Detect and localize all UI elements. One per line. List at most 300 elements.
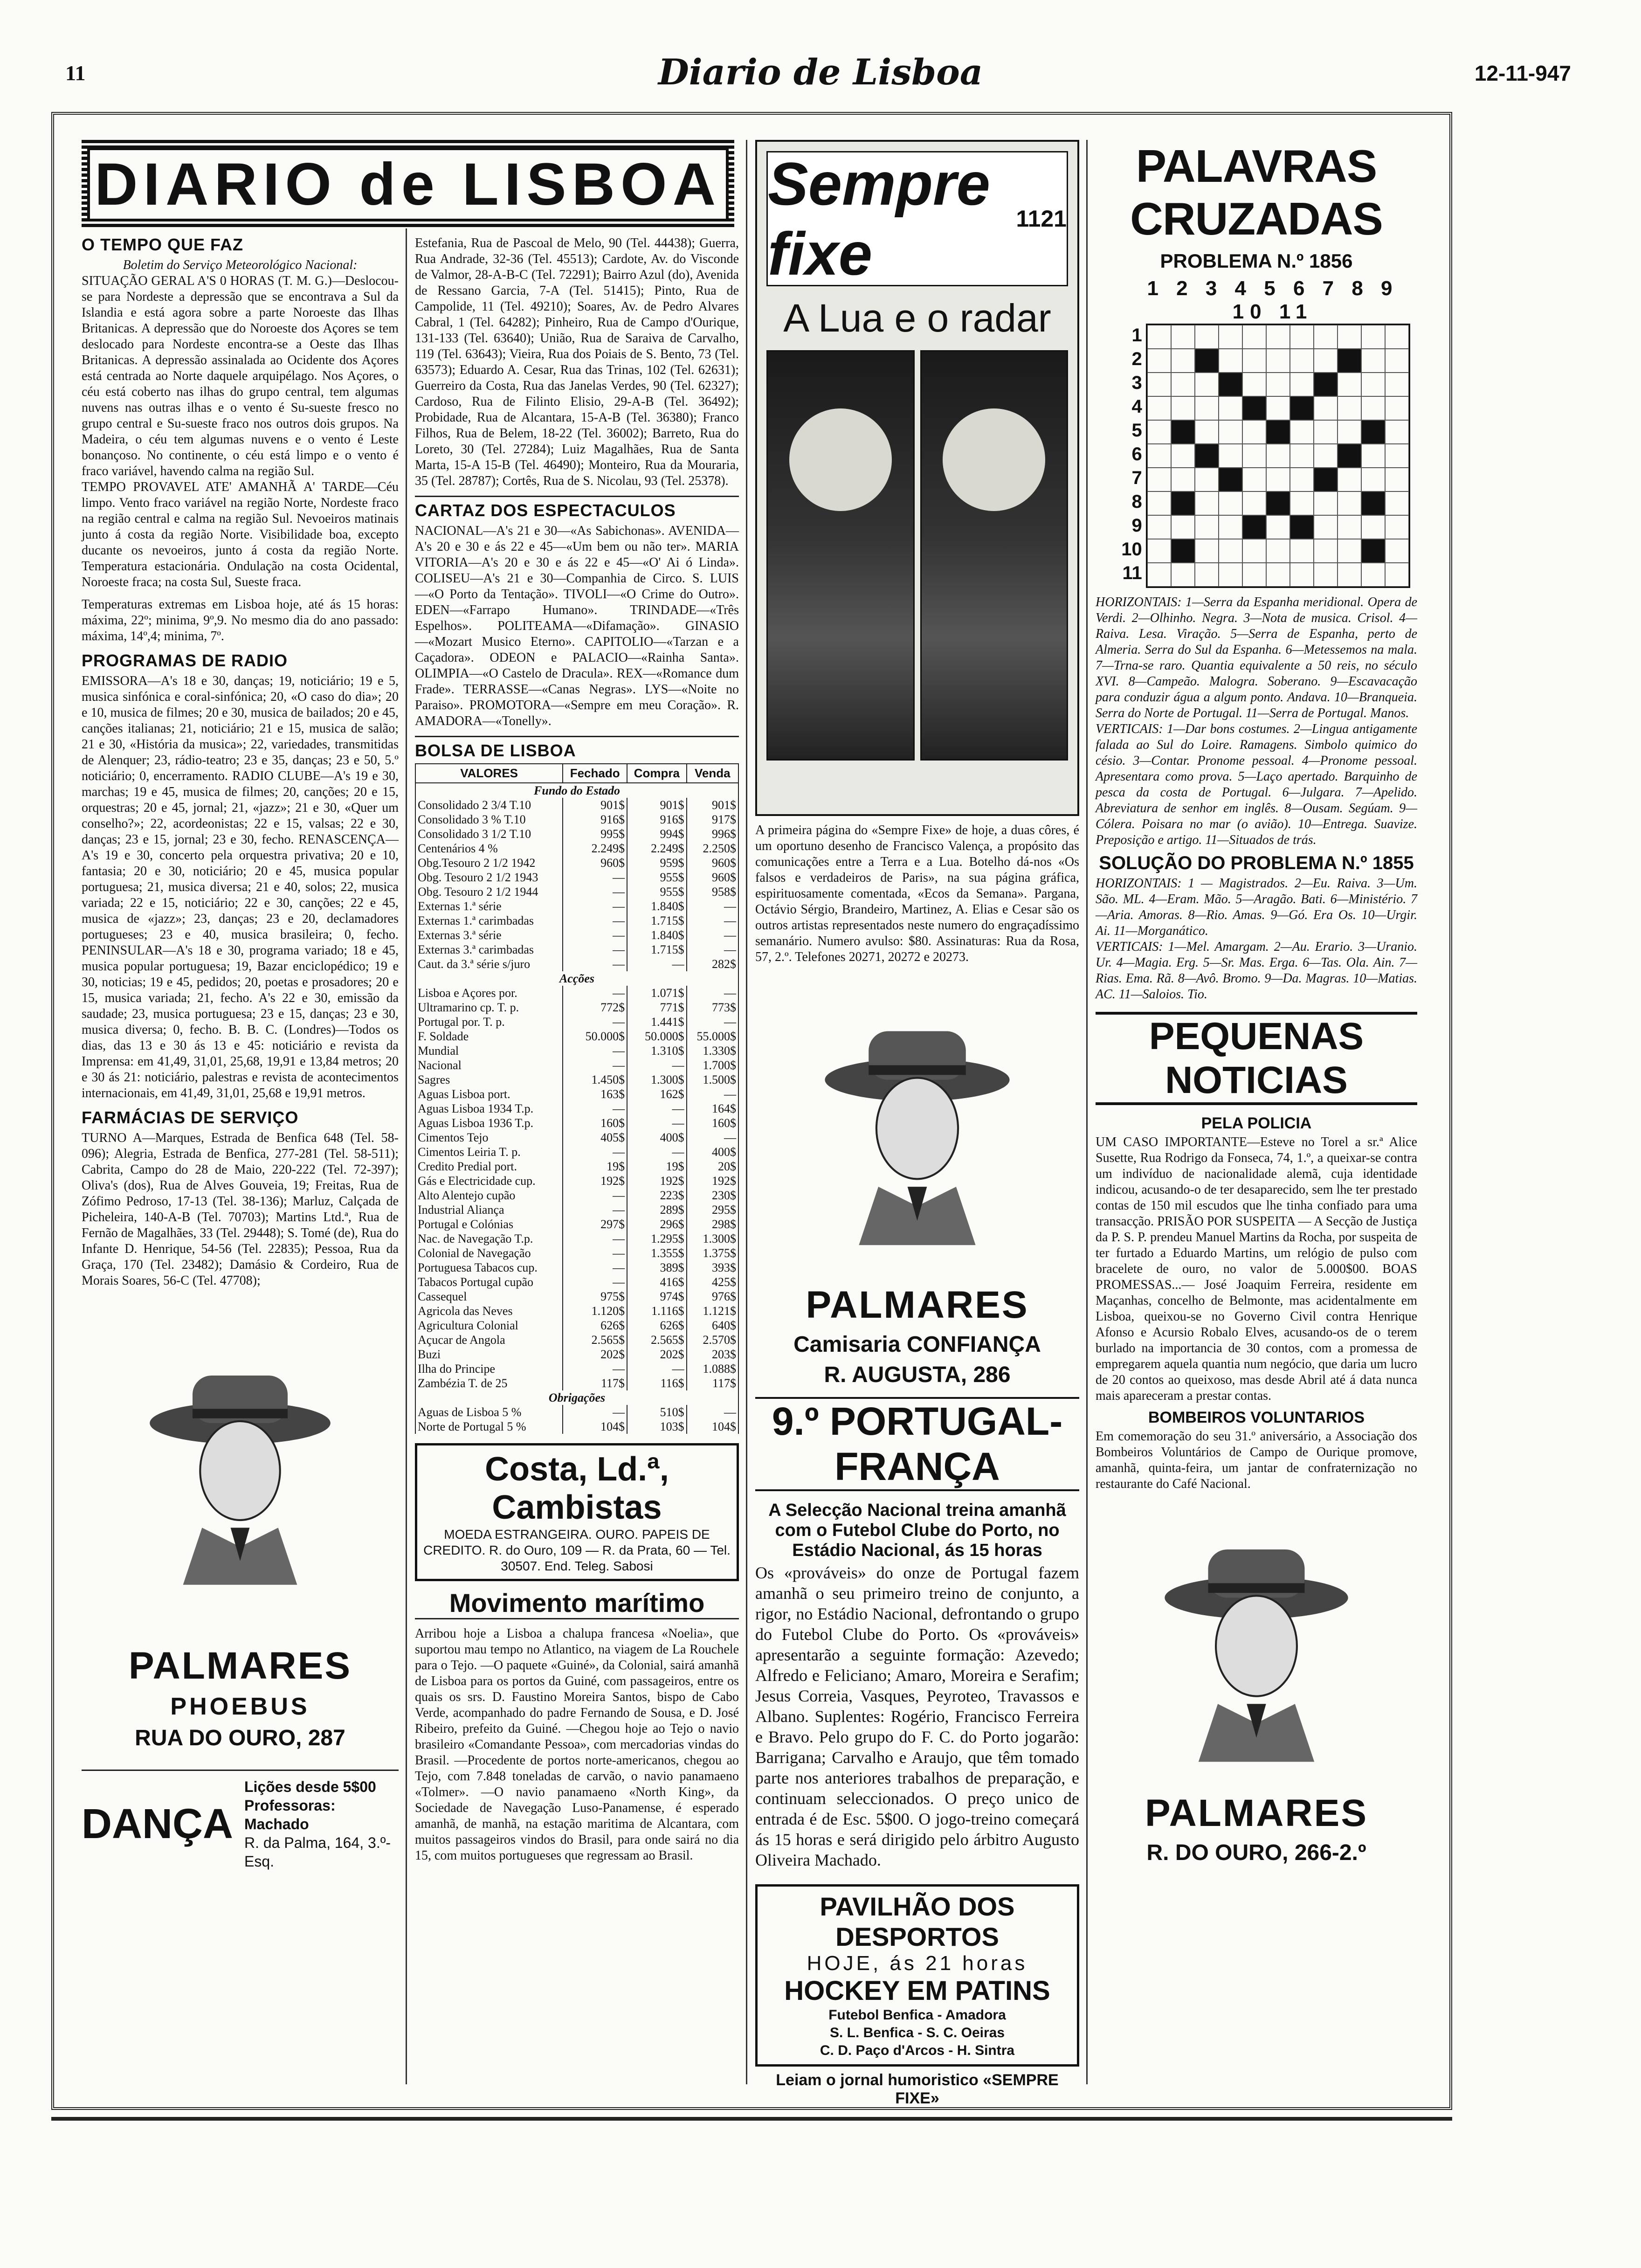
bolsa-price: 297$ (563, 1217, 627, 1231)
crossword-row-number: 10 (1121, 539, 1142, 560)
table-row (415, 899, 738, 913)
bolsa-price: — (687, 899, 738, 913)
bolsa-price: 1.088$ (687, 1362, 738, 1376)
table-row (415, 856, 738, 870)
bolsa-price: 117$ (687, 1376, 738, 1390)
bolsa-security-name: Tabacos Portugal cupão (415, 1275, 563, 1289)
column-3 (755, 140, 1079, 2108)
crossword-black-cell (1290, 515, 1314, 539)
table-row (415, 1145, 738, 1159)
crossword-cell (1147, 515, 1171, 539)
crossword-cell (1266, 396, 1290, 420)
danca-word: DANÇA (82, 1800, 233, 1847)
crossword-cell (1242, 420, 1266, 444)
bolsa-security-name: Obg.Tesouro 2 1/2 1942 (415, 856, 563, 870)
bolsa-price: 1.310$ (627, 1044, 687, 1058)
crossword-cell (1195, 373, 1219, 396)
bolsa-price: 296$ (627, 1217, 687, 1231)
bolsa-price: — (687, 1405, 738, 1419)
bolsa-price: 2.250$ (687, 841, 738, 856)
bolsa-security-name: Açucar de Angola (415, 1333, 563, 1347)
pavilhao-match: S. L. Benfica - S. C. Oeiras (829, 2025, 1005, 2040)
crossword-cell (1147, 468, 1171, 491)
bolsa-price: — (563, 1231, 627, 1246)
radio-text: EMISSORA—A's 18 e 30, danças; 19, noticiário; 19 e 5, musica sinfónica e coral-sinfónica; 20, «O caso do dia»; 20 e 10, musica de filmes; 20 e 30, musica de bailados; 20 e 45, canções italianas; 21, noticiário; 21 e 15, musica de salão; 21 e 30, «História da musica»; 22, variedades, transmitidas de Alenquer; 23, rádio-teatro; 23 e 35, danças; 23 e 50, 5.º noticiário; 0, encerramento. RADIO CLUBE—A's 19 e 30, marchas; 19 e 45, musica de filmes; 20, canções; 20 e 15, orquestras; 20 e 45, jornal; 21, «jazz»; 21 e 30, «Quer um conselho?»; 22, acordeonistas; 22 e 15, valsas; 22 e 30, danças; 23 e 15, jornal; 23 e 30, fecho. RENASCENÇA—A's 19 e 30, concerto pela orquestra privativa; 20 e 10, fantasia; 20 e 30, noticiário; 20 e 45, musica popular portuguesa; 21, musica diversa; 21 e 40, solos; 22, musica variada; 22 e 15, noticiário; 22 e 30, canções; 22 e 45, musica de «jazz»; 23, danças; 23 e 20, declamadores portugueses; 23 e 40, musica brasileira; 0, fecho. PENINSULAR—A's 18 e 30, programa variado; 18 e 45, musica popular portuguesa; 19, Bazar enciclopédico; 19 e 30, noticias; 19 e 45, pedidos; 20, poetas e prosadores; 20 e 15, musica variada; 21, fecho. A's 22 e 30, emissão da saudade; 23, musica portuguesa; 23 e 15, danças; 23 e 30, musica diversa; 0, fecho. B. B. C. (Londres)—Todos os dias, das 13 e 30 ás 13 e 45: noticiário e revista da Imprensa: em 41,49, 31,01, 25,68, 19,91 e 13,84 metros; 20 e 30 ás 21: noticiário, palestras e revista de acontecimentos internacionais, em 41,49, 31,01, 25,68 e 19,91 metros. (82, 674, 399, 1100)
crossword-cell (1361, 373, 1385, 396)
bolsa-price: 1.715$ (627, 913, 687, 928)
bolsa-security-name: Caut. da 3.ª série s/juro (415, 957, 563, 971)
bolsa-security-name: Credito Predial port. (415, 1159, 563, 1174)
bolsa-security-name: Cimentos Leiria T. p. (415, 1145, 563, 1159)
crossword-cell (1219, 515, 1242, 539)
table-row (415, 1087, 738, 1101)
crossword-cell (1385, 468, 1409, 491)
bolsa-price: 1.300$ (687, 1231, 738, 1246)
table-row (415, 1203, 738, 1217)
bolsa-security-name: Industrial Aliança (415, 1203, 563, 1217)
crossword-cell (1195, 396, 1219, 420)
bolsa-section-label: Fundo do Estado (415, 783, 738, 798)
crossword-cell (1314, 539, 1338, 563)
bolsa-price: 1.715$ (627, 942, 687, 957)
crossword-cell (1338, 373, 1361, 396)
bolsa-price: — (563, 1246, 627, 1260)
movimento-heading: Movimento marítimo (415, 1588, 739, 1619)
crossword-cell (1171, 468, 1195, 491)
bolsa-price: 959$ (627, 856, 687, 870)
crossword-cell (1171, 349, 1195, 373)
bolsa-price: 916$ (627, 812, 687, 827)
column-rule (1086, 140, 1088, 2084)
crossword-cell (1385, 349, 1409, 373)
crossword-cell (1147, 349, 1171, 373)
table-row (415, 1072, 738, 1087)
crossword-row-number: 1 (1131, 325, 1142, 346)
bolsa-price: 295$ (687, 1203, 738, 1217)
bolsa-security-name: Consolidado 2 3/4 T.10 (415, 798, 563, 812)
table-row (415, 1058, 738, 1072)
costa-title: Costa, Ld.ª, Cambistas (485, 1451, 669, 1526)
crossword-black-cell (1195, 349, 1219, 373)
bolsa-price: 1.700$ (687, 1058, 738, 1072)
table-row (415, 1390, 738, 1405)
crossword-cell (1290, 491, 1314, 515)
crossword-row-number: 9 (1131, 515, 1142, 536)
bolsa-price: 773$ (687, 1000, 738, 1015)
bolsa-security-name: Centenários 4 % (415, 841, 563, 856)
radio-heading: PROGRAMAS DE RADIO (82, 651, 288, 670)
costa-ad (415, 1443, 739, 1581)
crossword-cell (1147, 444, 1171, 468)
crossword-row-number: 4 (1131, 396, 1142, 417)
crossword-cell (1147, 373, 1171, 396)
bolsa-price: 901$ (627, 798, 687, 812)
bolsa-price: — (563, 1362, 627, 1376)
crossword-cell (1290, 468, 1314, 491)
crossword-row-number: 5 (1131, 420, 1142, 441)
crossword-black-cell (1219, 373, 1242, 396)
bolsa-price: — (563, 957, 627, 971)
bolsa-price: — (563, 870, 627, 885)
crossword-cell (1171, 396, 1195, 420)
bolsa-security-name: Consolidado 3 % T.10 (415, 812, 563, 827)
bolsa-security-name: Ultramarino cp. T. p. (415, 1000, 563, 1015)
crossword-cell (1314, 563, 1338, 587)
bolsa-price: 164$ (687, 1101, 738, 1116)
bolsa-price: 230$ (687, 1188, 738, 1203)
crossword-cell (1385, 491, 1409, 515)
bolsa-price: — (687, 928, 738, 942)
bolsa-price: 192$ (627, 1174, 687, 1188)
pavilhao-event: HOCKEY EM PATINS (784, 1976, 1050, 2006)
crossword-cell (1338, 325, 1361, 349)
crossword-black-cell (1171, 491, 1195, 515)
bolsa-security-name: Sagres (415, 1072, 563, 1087)
bolsa-price: 203$ (687, 1347, 738, 1362)
bolsa-price: 2.249$ (627, 841, 687, 856)
crossword-cell (1171, 444, 1195, 468)
crossword-verticals: VERTICAIS: 1—Dar bons costumes. 2—Lingua antigamente falada ao Sul do Loire. Ramagens. Simbolo quimico do césio. 3—Contar. Pronome pessoal. 4—Pronome pessoal. Apresentara como prova. 5—Laço apertado. Barquinho de pesca da costa de Portugal. 6—Julgara. 7—Apelido. Abreviatura de senhor em inglês. 8—Ousam. Segúam. 9—Cólera. Poisara no mar (o avião). 10—Entrega. Suavize. Preposição e artigo. 11—Situados de trás. (1096, 722, 1417, 847)
bolsa-security-name: Aguas de Lisboa 5 % (415, 1405, 563, 1419)
bolsa-price: 192$ (687, 1174, 738, 1188)
bolsa-column-header: VALORES (415, 764, 563, 783)
crossword-cell (1242, 539, 1266, 563)
bolsa-price: — (627, 1101, 687, 1116)
crossword-cell (1266, 539, 1290, 563)
crossword-row-number: 8 (1131, 491, 1142, 512)
crossword-horizontals: HORIZONTAIS: 1—Serra da Espanha meridional. Opera de Verdi. 2—Olhinho. Negra. 3—Nota de musica. Crisol. 4—Raiva. Lesa. Viração. 5—Serra de Espanha, perto de Almeria. Serra do Sul da Espanha. 6—Metessemos na mala. 7—Trna-se raro. Quantia equivalente a 50 reis, no século XVI. 8—Campeão. Malogra. Soberano. 9—Escavacação para conduzir água a algum ponto. Andava. 10—Branqueia. Serra do Norte de Portugal. 11—Serra de Portugal. Manos. (1096, 595, 1417, 720)
bolsa-security-name: Nacional (415, 1058, 563, 1072)
bolsa-price: 1.500$ (687, 1072, 738, 1087)
crossword-cell (1290, 420, 1314, 444)
bolsa-price: — (563, 913, 627, 928)
bolsa-security-name: Norte de Portugal 5 % (415, 1419, 563, 1434)
crossword-cell (1338, 491, 1361, 515)
crossword-row-number: 2 (1131, 349, 1142, 369)
bolsa-price: 405$ (563, 1130, 627, 1145)
crossword-cell (1219, 539, 1242, 563)
bolsa-price: 1.121$ (687, 1304, 738, 1318)
crossword-cell (1266, 515, 1290, 539)
hat-man-illustration (145, 1303, 335, 1639)
crossword-cell (1242, 468, 1266, 491)
weather-subheading: Boletim do Serviço Meteorológico Nacional: (123, 258, 358, 272)
table-row (415, 870, 738, 885)
bolsa-price: — (627, 1145, 687, 1159)
crossword-grid (1146, 324, 1410, 588)
pharmacy-heading: FARMÁCIAS DE SERVIÇO (82, 1108, 299, 1127)
crossword-cell (1266, 444, 1290, 468)
crossword-cell (1242, 491, 1266, 515)
crossword-cell (1361, 468, 1385, 491)
crossword-cell (1147, 539, 1171, 563)
danca-address: R. da Palma, 164, 3.º-Esq. (244, 1834, 391, 1870)
crossword-cell (1266, 563, 1290, 587)
moon-illustration (766, 350, 1068, 761)
table-row (415, 1231, 738, 1246)
danca-ad (82, 1770, 399, 1871)
crossword-cell (1219, 325, 1242, 349)
bolsa-price: — (627, 1116, 687, 1130)
bolsa-security-name: Portuguesa Tabacos cup. (415, 1260, 563, 1275)
bolsa-security-name: Buzi (415, 1347, 563, 1362)
palmares-phoebus-ad (82, 1303, 399, 1751)
sempre-fixe-cover (755, 140, 1079, 816)
bolsa-price: 955$ (627, 885, 687, 899)
ad-brand: PALMARES (1145, 1792, 1368, 1834)
crossword-black-cell (1171, 420, 1195, 444)
crossword-cell (1338, 396, 1361, 420)
bolsa-price: 192$ (563, 1174, 627, 1188)
crossword-cell (1195, 563, 1219, 587)
crossword-cell (1338, 563, 1361, 587)
table-row (415, 1130, 738, 1145)
bolsa-price: 976$ (687, 1289, 738, 1304)
bolsa-price: 162$ (627, 1087, 687, 1101)
bolsa-price: — (687, 1087, 738, 1101)
crossword-cell (1290, 444, 1314, 468)
bolsa-security-name: Nac. de Navegação T.p. (415, 1231, 563, 1246)
bolsa-price: 416$ (627, 1275, 687, 1289)
table-row (415, 1101, 738, 1116)
table-row (415, 913, 738, 928)
fixe-issue: 1121 (1016, 206, 1067, 232)
column-rule (746, 140, 747, 2084)
bolsa-price: — (563, 942, 627, 957)
table-row (415, 1260, 738, 1275)
football-subheading: A Selecção Nacional treina amanhã com o Futebol Clube do Porto, no Estádio Nacional, ás 15 horas (768, 1500, 1066, 1560)
policia-text: UM CASO IMPORTANTE—Esteve no Torel a sr.ª Alice Susette, Rua Rodrigo da Fonseca, 74, 1.º, a queixar-se contra um indivíduo de nacionalidade alemã, cuja identidade indicou, acusando-o de ter desaparecido, sem lhe ter prestado contas de 150 mil escudos que lhe tinha confiado para uma transacção. PRISÃO POR SUSPEITA — A Secção de Justiça da P. S. P. prendeu Manuel Martins da Rocha, por suspeita de ter furtado a Eduardo Martins, um relógio de pulso com bracelete de ouro, no valor de 5.000$00. BOAS PROMESSAS...— José Joaquim Ferreira, residente em Maçanhas, concelho de Belmonte, mas acidentalmente em Lisboa, queixou-se no Governo Civil contra Henrique Afonso e Acursio Robalo Elves, acusando-os de o terem burlado na importancia de 30 contos, com a promessa de empregarem aquela quantia num negócio, que daria um lucro de 20 contos ao queixoso, mas desde Abril até á data nunca mais apareceram a prestar contas. (1096, 1135, 1417, 1403)
bolsa-security-name: Portugal por. T. p. (415, 1015, 563, 1029)
table-row (415, 1116, 738, 1130)
masthead-text: DIARIO de LISBOA (87, 147, 729, 221)
pharmacy-text: TURNO A—Marques, Estrada de Benfica 648 (Tel. 58-096); Alegria, Estrada de Benfica, 277-281 (Tel. 58-511); Cabrita, Campo do 28 de Maio, 220-222 (Tel. 72-397); Oliva's (dos), Rua de Alves Gouveia, 19; Freitas, Rua de Zófimo Pedroso, 17-13 (Tel. 38-136); Marluz, Calçada de Picheleira, 140-A-B (Tel. 70703); Martins Ltd.ª, Rua de Fernão de Magalhães, 33 (Tel. 29448); S. Tomé (de), Rua do Infante D. Henrique, 54-56 (Tel. 22835); Pessoa, Rua da Graça, 170 (Tel. 23482); Damásio & Cordeiro, Rua de Morais Soares, 56-C (Tel. 47708); (82, 1131, 399, 1288)
bolsa-price: 995$ (563, 827, 627, 841)
policia-heading: PELA POLICIA (1201, 1114, 1312, 1132)
bolsa-price: 960$ (687, 870, 738, 885)
bolsa-price: 955$ (627, 870, 687, 885)
bolsa-price: 1.355$ (627, 1246, 687, 1260)
table-row (415, 1044, 738, 1058)
bolsa-price: 996$ (687, 827, 738, 841)
bolsa-column-header: Compra (627, 764, 687, 783)
table-row (415, 827, 738, 841)
crossword-black-cell (1338, 444, 1361, 468)
weather-heading: O TEMPO QUE FAZ (82, 235, 244, 254)
table-row (415, 1246, 738, 1260)
bolsa-price: 771$ (627, 1000, 687, 1015)
bolsa-price: — (563, 899, 627, 913)
crossword-black-cell (1361, 420, 1385, 444)
bolsa-price: 1.840$ (627, 928, 687, 942)
bolsa-price: 160$ (563, 1116, 627, 1130)
crossword-cell (1242, 563, 1266, 587)
bolsa-price: — (687, 913, 738, 928)
weather-forecast: TEMPO PROVAVEL ATE' AMANHÃ A' TARDE—Céu limpo. Vento fraco variável na região Norte, Nordeste fraco na região central e calma na região Sul. Nevoeiros matinais junto á costa da região Norte. Visibilidade boa, excepto ducante os nevoeiros, junto á costa da região Norte. Temperatura estacionária. Ondulação na costa Ocidental, Noroeste fraca; na costa Sul, Sueste fraca. (82, 480, 399, 589)
solution-heading: SOLUÇÃO DO PROBLEMA N.º 1855 (1099, 853, 1414, 873)
crossword-cell (1147, 563, 1171, 587)
crossword-cell (1361, 563, 1385, 587)
bolsa-table (415, 763, 739, 1434)
table-row (415, 1174, 738, 1188)
crossword-cell (1314, 444, 1338, 468)
bolsa-price: — (563, 1188, 627, 1203)
table-row (415, 1333, 738, 1347)
bolsa-security-name: Obg. Tesouro 2 1/2 1944 (415, 885, 563, 899)
bolsa-security-name: Colonial de Navegação (415, 1246, 563, 1260)
pharmacy-text-continued: Estefania, Rua de Pascoal de Melo, 90 (Tel. 44438); Guerra, Rua Andrade, 32-36 (Tel. 45513); Cardote, Av. do Visconde de Valmor, 28-A-B-C (Tel. 72291); Bairro Azul (do), Avenida de Ressano Garcia, 7-A (Tel. 51415); Pinto, Rua de Campolide, 11 (Tel. 49210); Soares, Av. de Pedro Alvares Cabral, 1 (Tel. 64282); Pinheiro, Rua de Campo d'Ourique, 131-133 (Tel. 63640); União, Rua de Saraiva de Carvalho, 119 (Tel. 63643); Vieira, Rua dos Poiais de S. Bento, 73 (Tel. 63573); Eduardo A. Cesar, Rua das Trinas, 102 (Tel. 62631); Guerreiro da Costa, Rua das Janelas Verdes, 90 (Tel. 62327); Cardoso, Rua de Filinto Elisio, 29-A-B (Tel. 36492); Probidade, Rua de Alcantara, 15-A-B (Tel. 36380); Franco Filhos, Rua de Belem, 18-22 (Tel. 36002); Barreto, Rua do Loreto, 30 (Tel. 27284); Luiz Magalhães, Rua de Santa Marta, 15-A 15-B (Tel. 46490); Monteiro, Rua da Mouraria, 35 (Tel. 28787); Cortês, Rua de S. Nicolau, 93 (Tel. 25378). (415, 236, 739, 488)
bolsa-security-name: Gás e Electricidade cup. (415, 1174, 563, 1188)
table-row (415, 1188, 738, 1203)
crossword-cell (1385, 420, 1409, 444)
crossword-cell (1171, 325, 1195, 349)
ad-product: Camisaria CONFIANÇA (793, 1332, 1041, 1357)
bolsa-price: 975$ (563, 1289, 627, 1304)
bolsa-security-name: Externas 3.ª carimbadas (415, 942, 563, 957)
crossword-row-number: 11 (1122, 563, 1142, 583)
ad-brand: PALMARES (806, 1284, 1029, 1326)
crossword-cell (1242, 373, 1266, 396)
table-row (415, 928, 738, 942)
bolsa-price: 282$ (687, 957, 738, 971)
crossword-cell (1242, 325, 1266, 349)
bottom-rule (51, 2117, 1452, 2121)
bolsa-price: 160$ (687, 1116, 738, 1130)
hat-man-illustration (820, 979, 1014, 1278)
bolsa-column-header: Venda (687, 764, 738, 783)
bolsa-security-name: Aguas Lisboa port. (415, 1087, 563, 1101)
crossword-row-number: 6 (1131, 444, 1142, 464)
bolsa-price: — (563, 1275, 627, 1289)
bolsa-price: 425$ (687, 1275, 738, 1289)
crossword-black-cell (1266, 491, 1290, 515)
table-row (415, 1318, 738, 1333)
bolsa-price: — (563, 1203, 627, 1217)
table-row (415, 885, 738, 899)
bolsa-price: 772$ (563, 1000, 627, 1015)
bolsa-price: 626$ (627, 1318, 687, 1333)
crossword-cell (1385, 444, 1409, 468)
bolsa-price: 400$ (687, 1145, 738, 1159)
bolsa-price: 901$ (687, 798, 738, 812)
bolsa-price: 1.071$ (627, 986, 687, 1000)
crossword-cell (1385, 325, 1409, 349)
column-rule (406, 140, 407, 2084)
bolsa-security-name: Cassequel (415, 1289, 563, 1304)
crossword-black-cell (1361, 491, 1385, 515)
crossword-black-cell (1290, 396, 1314, 420)
crossword-cell (1338, 468, 1361, 491)
ad-product: PHOEBUS (170, 1693, 310, 1720)
ad-brand: PALMARES (128, 1645, 352, 1687)
palmares-ouro-ad (1096, 1506, 1417, 1866)
crossword-cell (1171, 515, 1195, 539)
crossword-cell (1219, 349, 1242, 373)
ad-address: R. AUGUSTA, 286 (824, 1362, 1011, 1387)
table-row (415, 1159, 738, 1174)
bolsa-section-label: Acções (415, 971, 738, 986)
bolsa-price: — (563, 1015, 627, 1029)
crossword-cell (1361, 396, 1385, 420)
crossword-cell (1385, 396, 1409, 420)
table-row (415, 1362, 738, 1376)
crossword-black-cell (1266, 420, 1290, 444)
weather-temperatures: Temperaturas extremas em Lisboa hoje, até ás 15 horas: máxima, 22º; minima, 9º,9. No mesmo dia do ano passado: máxima, 14º,4; minima, 7º. (82, 597, 399, 643)
crossword-cell (1266, 325, 1290, 349)
bolsa-price: 1.300$ (627, 1072, 687, 1087)
bolsa-price: — (627, 1058, 687, 1072)
bolsa-price: 640$ (687, 1318, 738, 1333)
crossword-problem: PROBLEMA N.º 1856 (1160, 250, 1353, 272)
crossword-black-cell (1314, 468, 1338, 491)
bolsa-price: 901$ (563, 798, 627, 812)
bolsa-price: — (687, 986, 738, 1000)
crossword-cell (1290, 373, 1314, 396)
issue-date: 12-11-947 (1474, 61, 1571, 85)
crossword-cell (1171, 373, 1195, 396)
bolsa-security-name: Aguas Lisboa 1936 T.p. (415, 1116, 563, 1130)
bolsa-price: 289$ (627, 1203, 687, 1217)
bolsa-price: 393$ (687, 1260, 738, 1275)
crossword-cell (1195, 468, 1219, 491)
bolsa-section-label: Obrigações (415, 1390, 738, 1405)
table-row (415, 1405, 738, 1419)
bolsa-price: 202$ (563, 1347, 627, 1362)
crossword-cell (1314, 325, 1338, 349)
bolsa-price: 389$ (627, 1260, 687, 1275)
bolsa-price: 2.565$ (627, 1333, 687, 1347)
bolsa-price: — (563, 986, 627, 1000)
crossword-cell (1219, 444, 1242, 468)
crossword-cell (1338, 420, 1361, 444)
column-4 (1096, 140, 1417, 1866)
bolsa-price: — (627, 1362, 687, 1376)
bombeiros-heading: BOMBEIROS VOLUNTARIOS (1148, 1409, 1365, 1426)
crossword-cell (1290, 563, 1314, 587)
costa-text: MOEDA ESTRANGEIRA. OURO. PAPEIS DE CREDITO. R. do Ouro, 109 — R. da Prata, 60 — Tel. 30507. End. Teleg. Sabosi (423, 1527, 731, 1573)
crossword-cell (1385, 373, 1409, 396)
table-row (415, 1217, 738, 1231)
bolsa-price: 202$ (627, 1347, 687, 1362)
crossword-black-cell (1242, 515, 1266, 539)
danca-teachers: Professoras: Machado (244, 1797, 336, 1832)
bolsa-price: 1.375$ (687, 1246, 738, 1260)
solution-horizontals: HORIZONTAIS: 1 — Magistrados. 2—Eu. Raiva. 3—Um. São. ML. 4—Eram. Mão. 5—Aragão. Bati. 6—Ministério. 7—Aria. Amoras. 8—Rio. Amas. 9—Gó. Era Os. 10—Urgir. Ai. 11—Morganático. (1096, 876, 1417, 938)
crossword-black-cell (1171, 539, 1195, 563)
crossword-cell (1242, 444, 1266, 468)
crossword-cell (1219, 491, 1242, 515)
bolsa-security-name: Lisboa e Açores por. (415, 986, 563, 1000)
bolsa-security-name: Agricola das Neves (415, 1304, 563, 1318)
bolsa-price: — (563, 1260, 627, 1275)
bolsa-security-name: F. Soldade (415, 1029, 563, 1044)
crossword-cell (1290, 349, 1314, 373)
crossword-cell (1195, 515, 1219, 539)
ad-address: RUA DO OURO, 287 (135, 1726, 345, 1750)
crossword-cell (1147, 325, 1171, 349)
bolsa-price: — (563, 1145, 627, 1159)
crossword-cell (1195, 491, 1219, 515)
crossword-cell (1242, 349, 1266, 373)
pavilhao-time: HOJE, ás 21 horas (807, 1952, 1028, 1975)
bolsa-price: 974$ (627, 1289, 687, 1304)
bolsa-price: — (687, 1015, 738, 1029)
bolsa-security-name: Zambézia T. de 25 (415, 1376, 563, 1390)
bolsa-security-name: Consolidado 3 1/2 T.10 (415, 827, 563, 841)
bolsa-price: 1.840$ (627, 899, 687, 913)
solution-verticals: VERTICAIS: 1—Mel. Amargam. 2—Au. Erario. 3—Uranio. Ur. 4—Magia. Erg. 5—Sr. Mas. Erga. 6—Tas. Ola. Ain. 7—Rias. Ema. Rã. 8—Avô. Bromo. 9—Da. Magras. 10—Matias. AC. 11—Saloios. Tio. (1096, 940, 1417, 1002)
bolsa-price: — (627, 957, 687, 971)
